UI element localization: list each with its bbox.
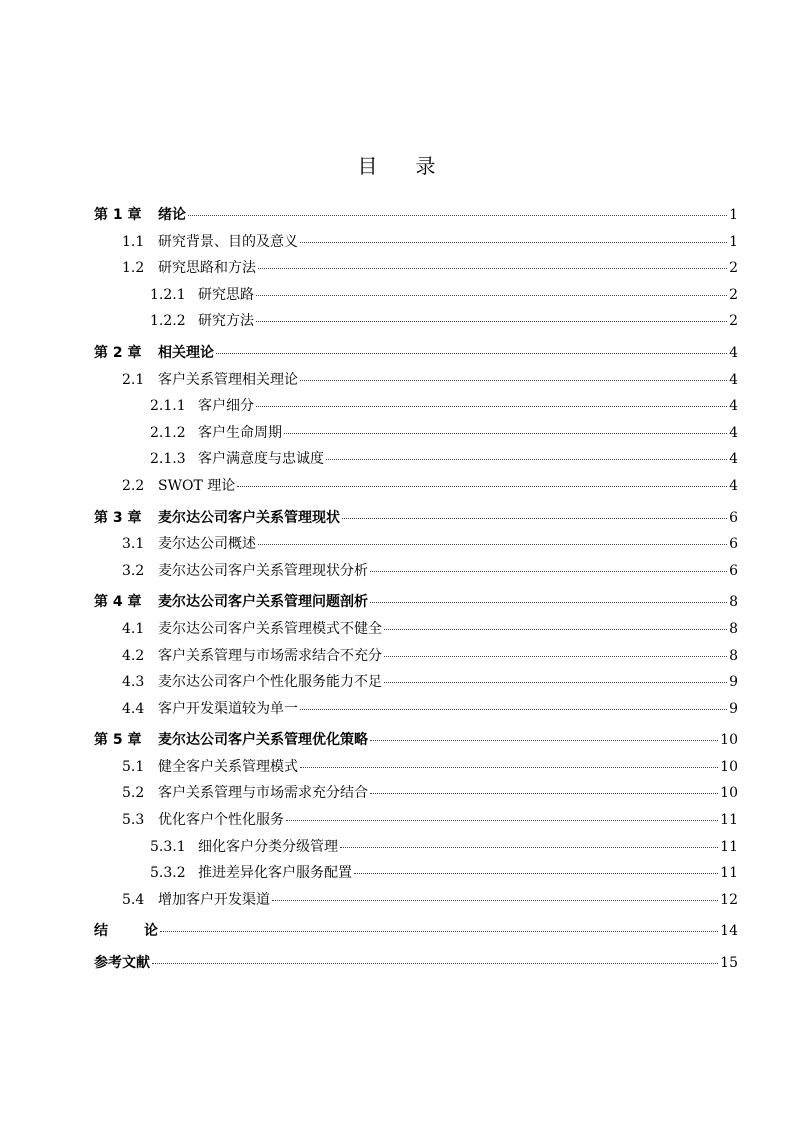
toc-entry[interactable] bbox=[94, 809, 738, 836]
toc-entry-page: 4 bbox=[729, 371, 738, 388]
toc-entry-page: 2 bbox=[729, 313, 738, 330]
toc-entry-page: 1 bbox=[729, 233, 738, 250]
toc-leader-dots bbox=[300, 709, 727, 710]
toc-entry-page: 15 bbox=[720, 955, 738, 972]
toc-entry-page: 12 bbox=[720, 891, 738, 908]
toc-entry-number: 3.2 bbox=[122, 562, 145, 579]
toc-entry-number: 2.1.3 bbox=[150, 451, 186, 468]
toc-entry-page: 6 bbox=[729, 536, 738, 553]
toc-leader-dots bbox=[300, 242, 727, 243]
toc-entry-label: 麦尔达公司客户个性化服务能力不足 bbox=[158, 674, 382, 691]
toc-entry-page: 11 bbox=[720, 865, 738, 882]
page-title bbox=[0, 150, 793, 179]
toc-entry[interactable] bbox=[94, 560, 738, 587]
toc-leader-dots bbox=[370, 571, 727, 572]
toc-leader-dots bbox=[258, 544, 727, 545]
toc-entry-label: 优化客户个性化服务 bbox=[158, 812, 284, 829]
toc-entry-page: 4 bbox=[729, 398, 738, 415]
toc-entry[interactable] bbox=[94, 284, 738, 311]
toc-leader-dots bbox=[370, 793, 718, 794]
toc-entry-page: 10 bbox=[720, 758, 738, 775]
toc-entry[interactable] bbox=[94, 756, 738, 783]
toc-entry-label: 客户细分 bbox=[198, 398, 254, 415]
toc-entry-number: 1.2.2 bbox=[150, 313, 186, 330]
toc-leader-dots bbox=[188, 215, 727, 216]
toc-entry-label: 客户关系管理与市场需求充分结合 bbox=[158, 785, 368, 802]
toc-entry-label: 研究方法 bbox=[198, 313, 254, 330]
toc-leader-dots bbox=[342, 518, 727, 519]
toc-entry[interactable] bbox=[94, 342, 738, 369]
toc-entry-number: 5.4 bbox=[122, 891, 145, 908]
toc-entry-label: 健全客户关系管理模式 bbox=[158, 758, 298, 775]
toc-entry-number: 5.3 bbox=[122, 812, 145, 829]
toc-entry-label: 麦尔达公司客户关系管理现状 bbox=[158, 509, 340, 526]
toc-leader-dots bbox=[370, 602, 727, 603]
toc-leader-dots bbox=[326, 459, 727, 460]
toc-entry[interactable] bbox=[94, 645, 738, 672]
toc-entry[interactable] bbox=[94, 920, 738, 947]
toc-entry-page: 4 bbox=[729, 451, 738, 468]
toc-entry-label: 参考文献 bbox=[94, 955, 150, 972]
toc-leader-dots bbox=[384, 682, 727, 683]
toc-leader-dots bbox=[256, 321, 727, 322]
toc-leader-dots bbox=[370, 740, 718, 741]
toc-entry-number: 4.4 bbox=[122, 700, 145, 717]
toc-entry-number: 4.2 bbox=[122, 647, 145, 664]
toc-leader-dots bbox=[152, 963, 718, 964]
toc-entry[interactable] bbox=[94, 671, 738, 698]
table-of-contents bbox=[94, 204, 738, 979]
toc-entry[interactable] bbox=[94, 448, 738, 475]
toc-entry[interactable] bbox=[94, 782, 738, 809]
toc-entry[interactable] bbox=[94, 310, 738, 337]
toc-entry-number: 2.1.2 bbox=[150, 424, 186, 441]
toc-entry-label: 增加客户开发渠道 bbox=[158, 891, 270, 908]
toc-leader-dots bbox=[237, 486, 727, 487]
toc-entry-number: 5.3.2 bbox=[150, 865, 186, 882]
toc-entry[interactable] bbox=[94, 729, 738, 756]
toc-leader-dots bbox=[272, 900, 718, 901]
toc-leader-dots bbox=[354, 873, 718, 874]
toc-entry-label: 客户开发渠道较为单一 bbox=[158, 700, 298, 717]
toc-leader-dots bbox=[384, 629, 727, 630]
toc-entry[interactable] bbox=[94, 257, 738, 284]
toc-entry-label: 相关理论 bbox=[158, 344, 214, 361]
toc-entry-label: 绪论 bbox=[158, 207, 186, 223]
toc-entry[interactable] bbox=[94, 836, 738, 863]
toc-entry-number: 3.1 bbox=[122, 536, 145, 553]
toc-entry-page: 11 bbox=[720, 812, 738, 829]
title-char-right: 录 bbox=[415, 154, 436, 178]
toc-entry-label: 麦尔达公司客户关系管理现状分析 bbox=[158, 562, 368, 579]
toc-entry-label: 研究背景、目的及意义 bbox=[158, 233, 298, 250]
toc-entry-number: 4.3 bbox=[122, 674, 145, 691]
toc-entry[interactable] bbox=[94, 952, 738, 979]
toc-entry-label: 研究思路 bbox=[198, 286, 254, 303]
title-char-left: 目 bbox=[357, 154, 378, 178]
toc-entry-page: 10 bbox=[720, 732, 738, 749]
toc-entry[interactable] bbox=[94, 862, 738, 889]
toc-entry-page: 9 bbox=[729, 700, 738, 717]
toc-entry-label: 客户关系管理与市场需求结合不充分 bbox=[158, 647, 382, 664]
toc-entry[interactable] bbox=[94, 369, 738, 396]
toc-entry[interactable] bbox=[94, 533, 738, 560]
toc-entry-label: 客户生命周期 bbox=[198, 424, 282, 441]
toc-entry-number: 第 2 章 bbox=[94, 344, 142, 361]
toc-leader-dots bbox=[286, 820, 718, 821]
toc-entry-number: 4.1 bbox=[122, 620, 145, 637]
toc-leader-dots bbox=[256, 295, 727, 296]
toc-leader-dots bbox=[284, 433, 727, 434]
toc-entry-page: 6 bbox=[729, 562, 738, 579]
toc-entry-number: 2.2 bbox=[122, 477, 145, 494]
toc-entry-page: 9 bbox=[729, 674, 738, 691]
toc-entry-page: 4 bbox=[729, 344, 738, 361]
toc-entry-number: 第 4 章 bbox=[94, 594, 142, 611]
toc-entry-label: 研究思路和方法 bbox=[158, 260, 256, 277]
toc-leader-dots bbox=[258, 268, 727, 269]
toc-entry-label: SWOT 理论 bbox=[158, 477, 236, 494]
toc-entry-label: 细化客户分类分级管理 bbox=[198, 838, 338, 855]
toc-entry[interactable] bbox=[94, 698, 738, 725]
toc-entry[interactable] bbox=[94, 475, 738, 502]
toc-entry-label: 客户满意度与忠诚度 bbox=[198, 451, 324, 468]
toc-leader-dots bbox=[216, 353, 727, 354]
toc-entry[interactable] bbox=[94, 204, 738, 231]
toc-entry-label: 客户关系管理相关理论 bbox=[158, 371, 298, 388]
toc-entry[interactable] bbox=[94, 591, 738, 618]
toc-entry-label: 麦尔达公司概述 bbox=[158, 536, 256, 553]
toc-entry-page: 4 bbox=[729, 477, 738, 494]
toc-entry-number: 第 1 章 bbox=[94, 207, 142, 223]
toc-entry-label: 推进差异化客户服务配置 bbox=[198, 865, 352, 882]
toc-entry-label: 论 bbox=[144, 923, 158, 940]
toc-leader-dots bbox=[160, 931, 718, 932]
toc-entry-number: 结 bbox=[94, 923, 108, 940]
toc-entry-number: 5.2 bbox=[122, 785, 145, 802]
toc-entry-label: 麦尔达公司客户关系管理模式不健全 bbox=[158, 620, 382, 637]
toc-entry-label: 麦尔达公司客户关系管理优化策略 bbox=[158, 732, 368, 749]
toc-entry-page: 1 bbox=[729, 207, 738, 223]
toc-entry-page: 8 bbox=[729, 620, 738, 637]
toc-entry-page: 4 bbox=[729, 424, 738, 441]
toc-entry-number: 1.1 bbox=[122, 233, 145, 250]
toc-entry[interactable] bbox=[94, 889, 738, 916]
toc-entry-page: 8 bbox=[729, 647, 738, 664]
toc-entry-number: 5.3.1 bbox=[150, 838, 186, 855]
toc-entry-page: 8 bbox=[729, 594, 738, 611]
toc-entry-number: 2.1 bbox=[122, 371, 145, 388]
toc-entry-page: 2 bbox=[729, 260, 738, 277]
toc-entry[interactable] bbox=[94, 231, 738, 258]
toc-entry-number: 5.1 bbox=[122, 758, 145, 775]
toc-entry-number: 1.2.1 bbox=[150, 286, 186, 303]
toc-entry[interactable] bbox=[94, 395, 738, 422]
toc-entry-number: 第 5 章 bbox=[94, 732, 142, 749]
toc-leader-dots bbox=[384, 656, 727, 657]
toc-entry-number: 1.2 bbox=[122, 260, 145, 277]
toc-entry[interactable] bbox=[94, 618, 738, 645]
toc-entry[interactable] bbox=[94, 507, 738, 534]
toc-leader-dots bbox=[340, 847, 718, 848]
toc-entry-number: 2.1.1 bbox=[150, 398, 186, 415]
toc-leader-dots bbox=[256, 406, 727, 407]
toc-entry-page: 10 bbox=[720, 785, 738, 802]
toc-entry-page: 14 bbox=[720, 923, 738, 940]
toc-entry-page: 11 bbox=[720, 838, 738, 855]
toc-entry-label: 麦尔达公司客户关系管理问题剖析 bbox=[158, 594, 368, 611]
toc-entry[interactable] bbox=[94, 422, 738, 449]
toc-entry-page: 6 bbox=[729, 509, 738, 526]
toc-leader-dots bbox=[300, 767, 718, 768]
toc-entry-number: 第 3 章 bbox=[94, 509, 142, 526]
toc-leader-dots bbox=[300, 380, 727, 381]
toc-entry-page: 2 bbox=[729, 286, 738, 303]
